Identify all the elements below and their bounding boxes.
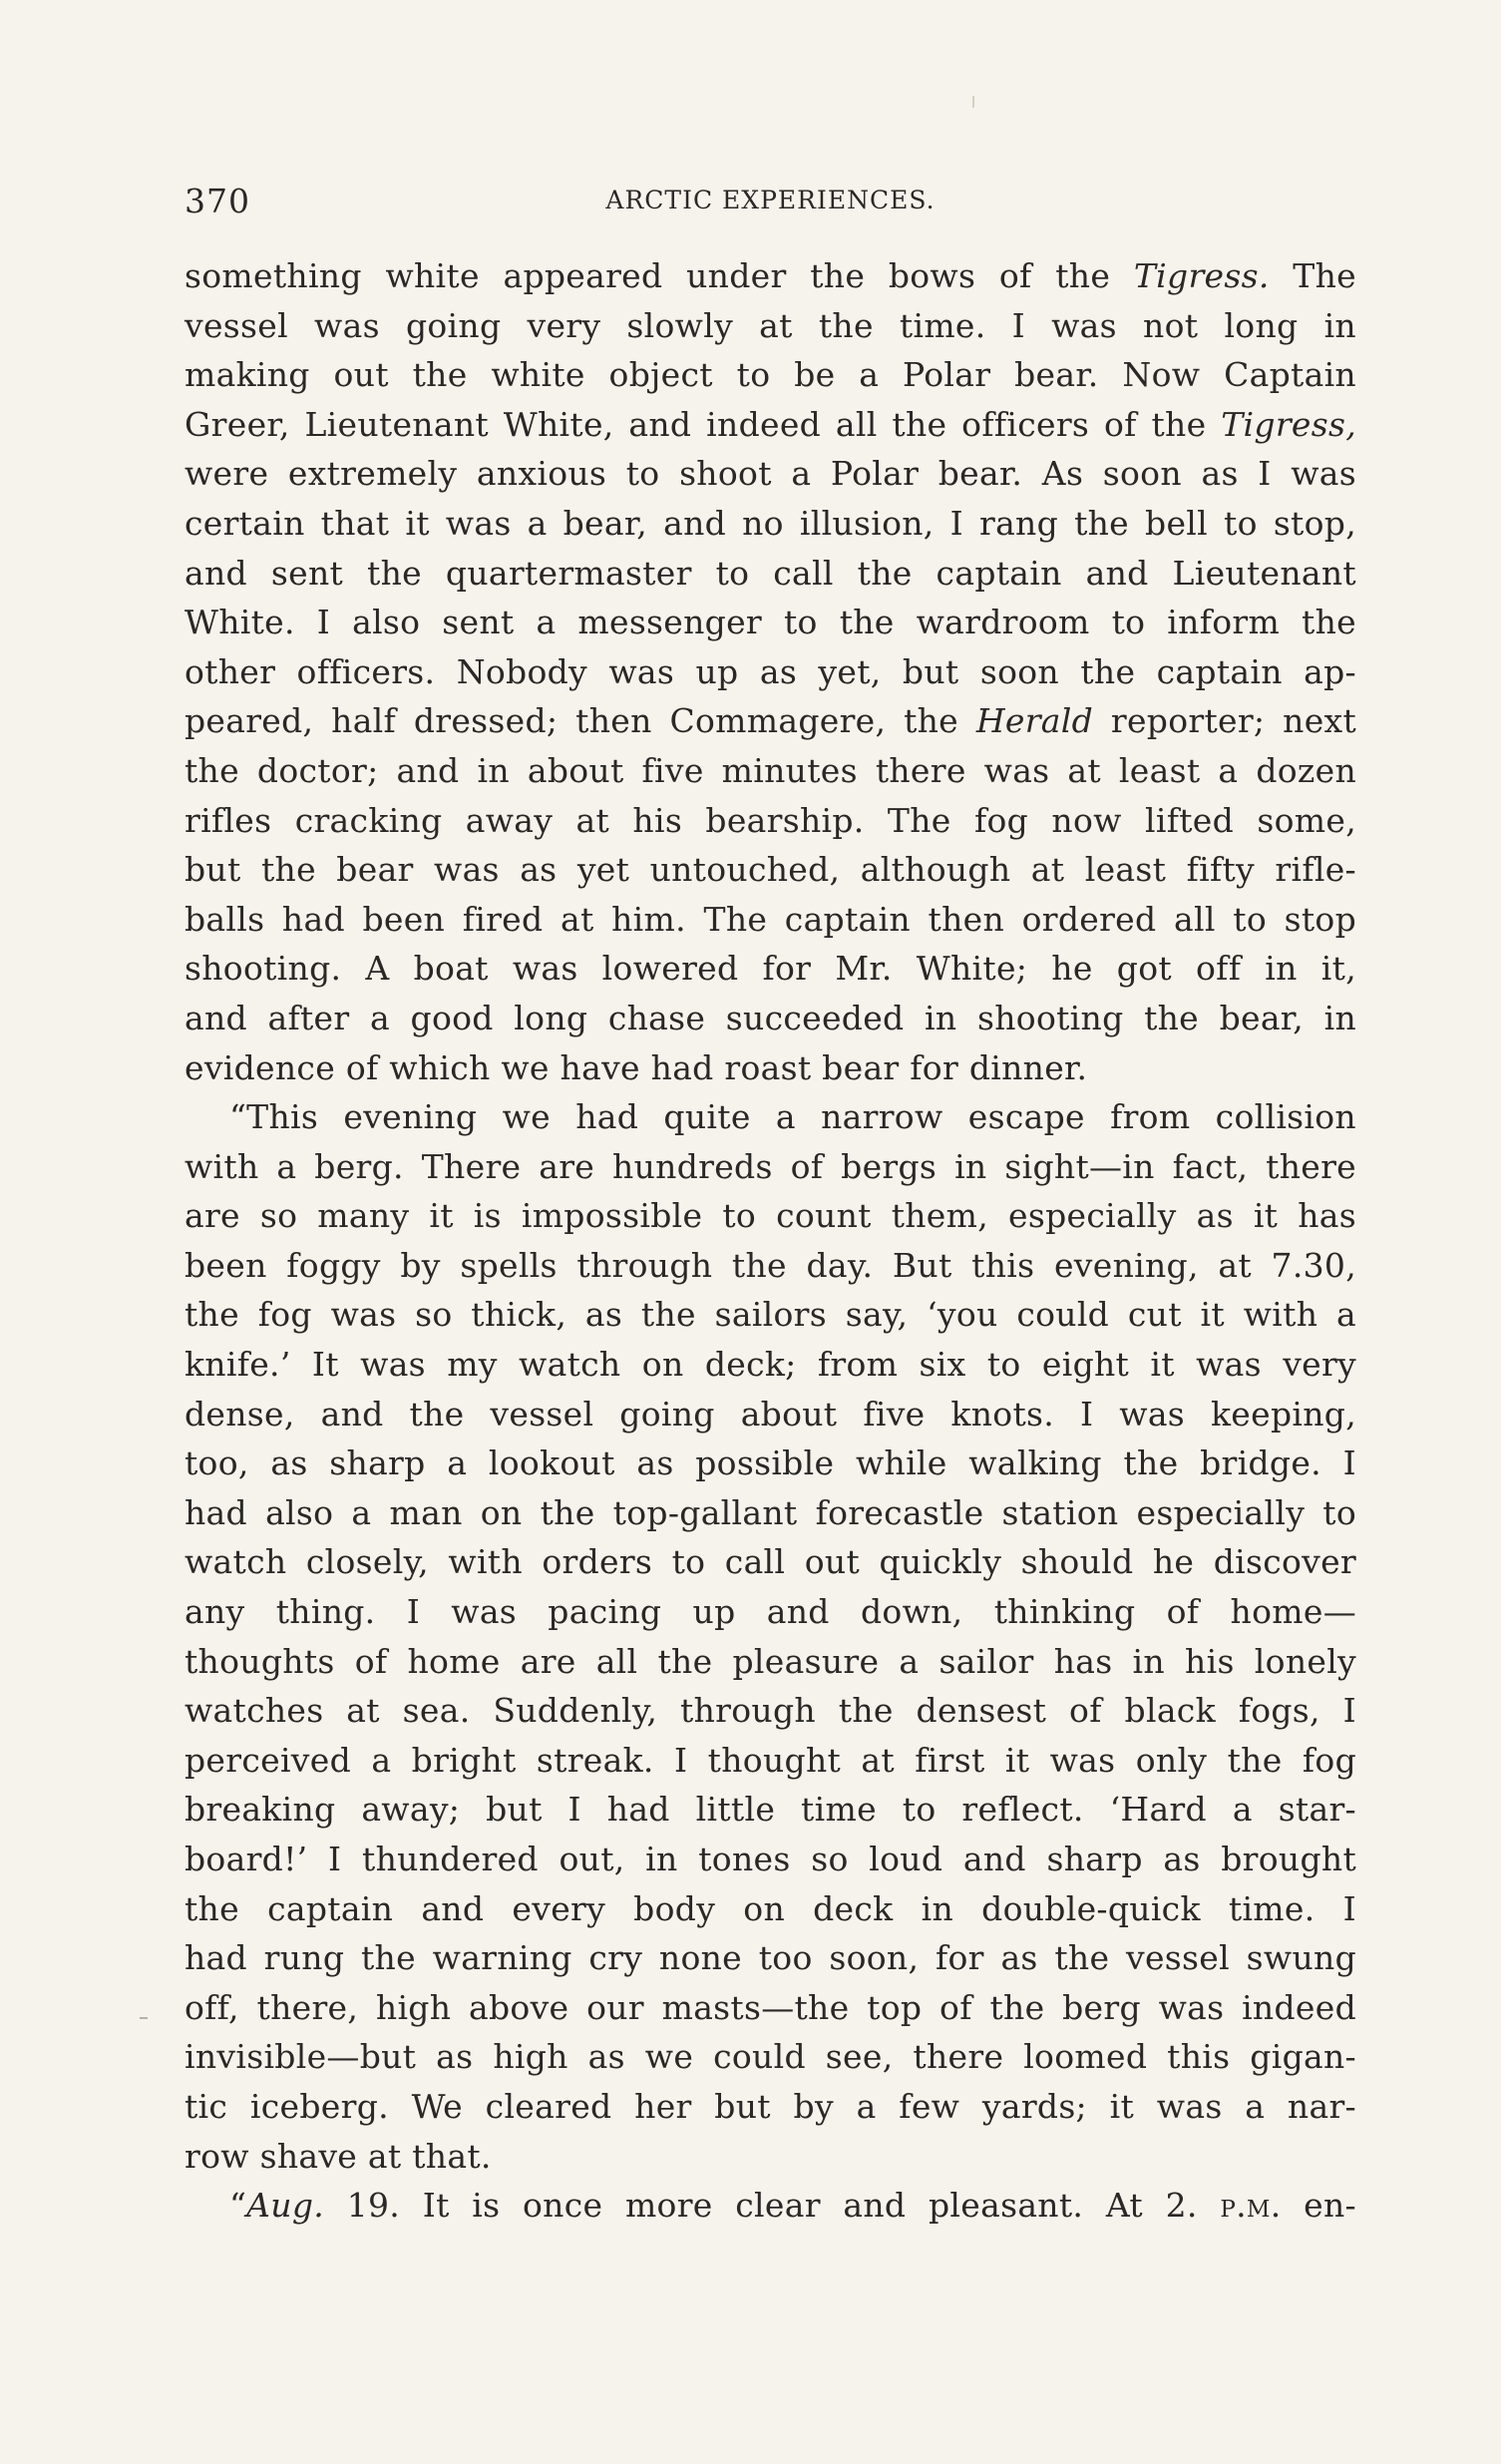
text-line <box>185 1191 1356 1241</box>
line-text: the doctor; and in about five minutes there was at least a dozen <box>185 750 1356 790</box>
line-text: but the bear was as yet untouched, although at least fifty rifle- <box>185 850 1356 890</box>
text-line <box>185 2082 1356 2132</box>
text-line <box>185 1043 1356 1093</box>
text-line <box>185 549 1356 599</box>
text-line <box>185 1884 1356 1934</box>
line-text: shooting. A boat was lowered for Mr. White; he got off in it, <box>185 949 1356 989</box>
line-text: thoughts of home are all the pleasure a sailor has in his lonely <box>185 1641 1356 1681</box>
line-text: evidence of which we have had roast bear for dinner. <box>185 1047 1088 1087</box>
line-text: other officers. Nobody was up as yet, but soon the captain ap- <box>185 651 1356 691</box>
text-line <box>185 1488 1356 1538</box>
text-line <box>185 301 1356 351</box>
text-line <box>185 994 1356 1043</box>
text-line <box>185 1092 1356 1142</box>
text-line <box>185 350 1356 400</box>
line-text: perceived a bright streak. I thought at first it was only the fog <box>185 1740 1356 1780</box>
top-edge-mark <box>972 96 974 108</box>
page-number: 370 <box>185 182 250 220</box>
line-text: and after a good long chase succeeded in shooting the bear, in <box>185 998 1356 1037</box>
line-text: White. I also sent a messenger to the wardroom to inform the <box>185 603 1356 642</box>
line-text: board!’ I thundered out, in tones so loud and sharp as brought <box>185 1840 1356 1878</box>
line-text: with a berg. There are hundreds of bergs in sight—in fact, there <box>185 1146 1356 1186</box>
text-line <box>185 944 1356 994</box>
line-text: been foggy by spells through the day. But this evening, at 7.30, <box>185 1245 1356 1285</box>
line-text: 19. It is once more clear and pleasant. At 2. <box>324 2186 1221 2226</box>
page-header <box>185 182 1356 231</box>
line-text: peared, half dressed; then Commagere, the <box>185 701 976 741</box>
line-text: and sent the quartermaster to call the captain and Lieutenant <box>185 553 1356 593</box>
line-text: too, as sharp a lookout as possible while walking the bridge. I <box>185 1443 1356 1483</box>
line-text: were extremely anxious to shoot a Polar bear. As soon as I was <box>185 454 1356 494</box>
line-text: vessel was going very slowly at the time. I was not long in <box>185 305 1356 345</box>
line-text: making out the white object to be a Polar bear. Now Captain <box>185 355 1356 395</box>
italic-text: Aug. <box>246 2186 325 2226</box>
line-text: certain that it was a bear, and no illusion, I rang the bell to stop, <box>185 503 1356 543</box>
text-line <box>185 1438 1356 1488</box>
text-line <box>185 2132 1356 2182</box>
line-text: en- <box>1281 2186 1357 2226</box>
text-line <box>185 2032 1356 2082</box>
line-text: any thing. I was pacing up and down, thinking of home— <box>185 1592 1356 1632</box>
text-line <box>185 1142 1356 1192</box>
line-text: reporter; next <box>1093 701 1357 741</box>
line-text: watch closely, with orders to call out quickly should he discover <box>185 1542 1356 1582</box>
line-text: breaking away; but I had little time to reflect. ‘Hard a star- <box>185 1790 1356 1830</box>
text-line <box>185 400 1356 450</box>
text-line <box>185 1340 1356 1390</box>
line-text: “ <box>229 2186 247 2226</box>
text-line <box>185 449 1356 499</box>
line-text: “This evening we had quite a narrow escape from collision <box>229 1097 1356 1137</box>
text-line <box>185 1290 1356 1340</box>
line-text: tic iceberg. We cleared her but by a few yards; it was a nar- <box>185 2086 1356 2126</box>
running-title: ARCTIC EXPERIENCES. <box>605 186 936 214</box>
line-text: the captain and every body on deck in double-quick time. I <box>185 1888 1356 1928</box>
line-text: the fog was so thick, as the sailors say, ‘you could cut it with a <box>185 1295 1356 1335</box>
text-line <box>185 1736 1356 1786</box>
text-line <box>185 796 1356 846</box>
text-line <box>185 1785 1356 1835</box>
text-line <box>185 1933 1356 1983</box>
body-text <box>185 251 1356 2231</box>
text-line <box>185 598 1356 647</box>
text-line <box>185 499 1356 549</box>
italic-text: Tigress, <box>1221 404 1356 444</box>
line-text: balls had been fired at him. The captain then ordered all to stop <box>185 899 1356 939</box>
line-text: Greer, Lieutenant White, and indeed all the officers of the <box>185 404 1222 444</box>
italic-text: Herald <box>975 701 1094 741</box>
line-text: are so many it is impossible to count them, especially as it has <box>185 1196 1356 1236</box>
text-line <box>185 1983 1356 2033</box>
text-line <box>185 1390 1356 1439</box>
line-text: something white appeared under the bows of the <box>185 256 1134 295</box>
text-line <box>185 696 1356 746</box>
text-line <box>185 1537 1356 1587</box>
line-text: watches at sea. Suddenly, through the densest of black fogs, I <box>185 1691 1356 1731</box>
text-line <box>185 251 1356 301</box>
line-text: had rung the warning cry none too soon, for as the vessel swung <box>185 1938 1356 1978</box>
text-line <box>185 1686 1356 1736</box>
text-line <box>185 895 1356 945</box>
line-text: rifles cracking away at his bearship. The fog now lifted some, <box>185 800 1356 840</box>
line-text: knife.’ It was my watch on deck; from six to eight it was very <box>185 1345 1356 1385</box>
text-line <box>185 1835 1356 1884</box>
text-line <box>185 1241 1356 1291</box>
small-caps-text: p.m. <box>1220 2186 1282 2226</box>
text-line <box>185 1587 1356 1637</box>
text-line <box>185 746 1356 796</box>
text-line <box>185 2181 1356 2231</box>
line-text: had also a man on the top-gallant forecastle station especially to <box>185 1492 1356 1532</box>
line-text: invisible—but as high as we could see, there loomed this gigan- <box>185 2037 1356 2077</box>
line-text: row shave at that. <box>185 2136 492 2176</box>
margin-mark <box>140 2017 148 2019</box>
line-text: dense, and the vessel going about five knots. I was keeping, <box>185 1394 1356 1434</box>
italic-text: Tigress. <box>1133 256 1270 295</box>
text-line <box>185 1637 1356 1687</box>
line-text: off, there, high above our masts—the top of the berg was indeed <box>185 1987 1356 2027</box>
text-line <box>185 647 1356 697</box>
line-text: The <box>1269 256 1356 295</box>
text-line <box>185 845 1356 895</box>
